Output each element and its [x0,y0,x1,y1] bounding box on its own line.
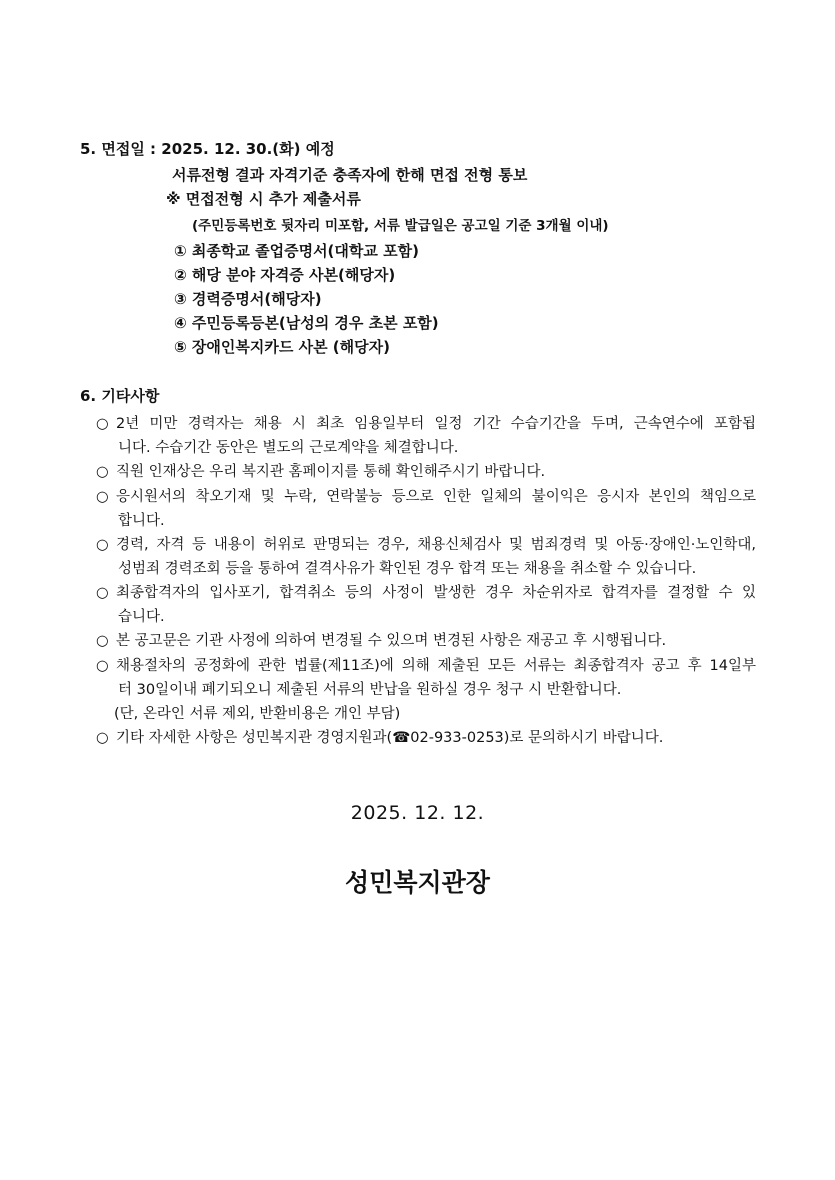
section5-heading: 5. 면접일 : 2025. 12. 30.(화) 예정 [80,140,335,158]
list-item [96,533,756,554]
section6-heading: 6. 기타사항 [80,387,160,405]
doc-item: ② 해당 분야 자격증 사본(해당자) [174,266,396,284]
list-item-continuation: 니다. 수습기간 동안은 별도의 근로계약을 체결합니다. [118,440,459,456]
bullet-circle-icon: ○ [96,658,109,674]
doc-item: ④ 주민등록등본(남성의 경우 초본 포함) [174,314,439,332]
list-item-text: 경력, 자격 등 내용이 허위로 판명되는 경우, 채용신체검사 및 범죄경력 및 아동·장애인·노인학대, [116,537,756,553]
extra-docs-note: (주민등록번호 뒷자리 미포함, 서류 발급일은 공고일 기준 3개월 이내) [192,218,609,234]
list-item-text: 본 공고문은 기관 사정에 의하여 변경될 수 있으며 변경된 사항은 재공고 후 시행됩니다. [116,633,667,649]
bullet-circle-icon: ○ [96,730,109,746]
list-item [96,581,756,602]
bullet-circle-icon: ○ [96,416,109,432]
list-item-continuation: 습니다. [118,609,165,625]
list-item-text: 채용절차의 공정화에 관한 법률(제11조)에 의해 제출된 모든 서류는 최종합격자 공고 후 14일부 [116,658,756,674]
bullet-circle-icon: ○ [96,585,109,601]
list-item [96,726,756,747]
list-item-continuation: 성범죄 경력조회 등을 통하여 결격사유가 확인된 경우 합격 또는 채용을 취소할 수 있습니다. [118,561,697,577]
list-item-text: 최종합격자의 입사포기, 합격취소 등의 사정이 발생한 경우 차순위자로 합격자를 결정할 수 있 [116,585,756,601]
list-item [96,629,756,650]
doc-item: ① 최종학교 졸업증명서(대학교 포함) [174,242,419,260]
list-item-note: (단, 온라인 서류 제외, 반환비용은 개인 부담) [114,706,401,722]
list-item-continuation: 합니다. [118,513,165,529]
list-item [96,412,756,433]
announcement-date: 2025. 12. 12. [350,802,485,824]
list-item [96,460,756,481]
bullet-circle-icon: ○ [96,633,109,649]
doc-item: ③ 경력증명서(해당자) [174,290,322,308]
bullet-circle-icon: ○ [96,489,109,505]
extra-docs-title: ※ 면접전형 시 추가 제출서류 [166,190,361,208]
list-item [96,654,756,675]
bullet-circle-icon: ○ [96,464,109,480]
list-item-continuation: 터 30일이내 폐기되오니 제출된 서류의 반납을 원하실 경우 청구 시 반환합니다. [118,682,622,698]
organization-signature: 성민복지관장 [345,868,490,897]
list-item [96,485,756,506]
interview-notice: 서류전형 결과 자격기준 충족자에 한해 면접 전형 통보 [172,166,528,184]
doc-item: ⑤ 장애인복지카드 사본 (해당자) [174,338,390,356]
list-item-text: 응시원서의 착오기재 및 누락, 연락불능 등으로 인한 일체의 불이익은 응시자 본인의 책임으로 [116,489,756,505]
list-item-text: 2년 미만 경력자는 채용 시 최초 임용일부터 일정 기간 수습기간을 두며, 근속연수에 포함됩 [116,416,756,432]
bullet-circle-icon: ○ [96,537,109,553]
list-item-text: 직원 인재상은 우리 복지관 홈페이지를 통해 확인해주시기 바랍니다. [116,464,546,480]
list-item-text: 기타 자세한 사항은 성민복지관 경영지원과(☎02-933-0253)로 문의하시기 바랍니다. [116,730,664,746]
